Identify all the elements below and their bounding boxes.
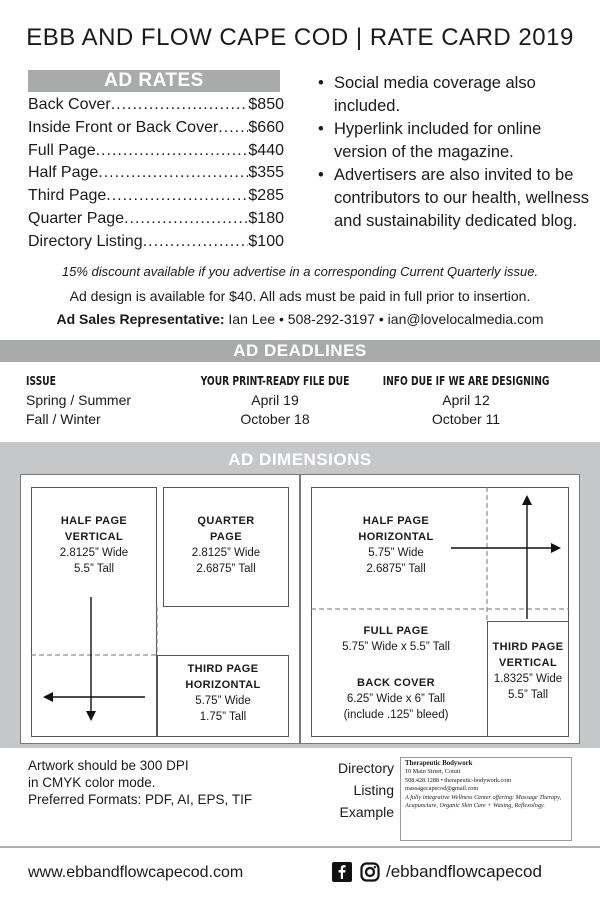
ad-width: 5.75” Wide: [195, 695, 251, 707]
rate-row: [28, 119, 284, 142]
right-page-guides: [301, 475, 581, 745]
leader-dots: [124, 210, 248, 228]
right-page-diagram: [300, 474, 580, 744]
rate-row: [28, 164, 284, 187]
ad-title: VERTICAL: [498, 657, 558, 669]
rate-label: Third Page: [28, 187, 107, 205]
sales-rep-label: Ad Sales Representative:: [56, 311, 225, 327]
leader-dots: [98, 164, 248, 182]
table-cell: April 12: [442, 392, 490, 408]
rate-price: $355: [248, 164, 284, 182]
rate-label: Directory Listing: [28, 232, 143, 250]
rate-row: [28, 96, 284, 119]
rate-row: [28, 187, 284, 210]
leader-dots: [96, 142, 249, 160]
table-cell: April 19: [251, 392, 299, 408]
rate-row: [28, 210, 284, 233]
bullet-text: Social media coverage also included.: [334, 74, 536, 115]
listing-address: 10 Main Street, Cotuit: [405, 768, 461, 776]
list-item: [318, 72, 594, 118]
rate-price: $285: [248, 187, 284, 205]
ad-dimensions-heading: AD DIMENSIONS: [228, 450, 372, 469]
ad-height: 2.6875” Tall: [366, 563, 426, 575]
design-note: Ad design is available for $40. All ads must be paid in full prior to insertion.: [69, 288, 531, 304]
rate-label: Back Cover: [28, 96, 111, 113]
rate-label: Inside Front or Back Cover: [28, 118, 219, 136]
sales-rep: [0, 311, 600, 327]
leader-dots: [111, 96, 249, 114]
right-arrow-icon: [551, 543, 561, 553]
facebook-icon[interactable]: [332, 862, 352, 882]
left-page-guides: [21, 475, 301, 745]
directory-label-line: Directory: [337, 760, 394, 776]
directory-label-line: Listing: [353, 782, 394, 798]
print-due-column: [182, 372, 368, 429]
artwork-line: Artwork should be 300 DPI: [28, 758, 189, 773]
ad-title: BACK COVER: [357, 677, 435, 689]
issue-column: [26, 372, 136, 429]
bullet-text: Advertisers are also invited to be contributors to our health, wellness and sustainability dedicated blog.: [334, 166, 589, 230]
ad-title: HORIZONTAL: [358, 531, 434, 543]
social-handle[interactable]: /ebbandflowcapecod: [386, 862, 542, 881]
list-item: [318, 164, 594, 233]
bullet-icon: •: [318, 120, 324, 138]
leader-dots: [218, 119, 248, 137]
artwork-line: Preferred Formats: PDF, AI, EPS, TIF: [28, 792, 253, 807]
page-title: EBB AND FLOW CAPE COD | RATE CARD 2019: [26, 24, 574, 51]
table-cell: Spring / Summer: [26, 392, 132, 408]
directory-label-line: Example: [339, 804, 394, 820]
down-arrow-icon: [86, 711, 96, 721]
ad-title: QUARTER: [197, 515, 255, 527]
rate-label: Quarter Page: [28, 209, 125, 227]
up-arrow-icon: [522, 495, 532, 505]
ad-title: VERTICAL: [64, 531, 124, 543]
instagram-icon[interactable]: [360, 862, 380, 882]
artwork-line: in CMYK color mode.: [28, 775, 156, 790]
info-due-column: [368, 372, 564, 429]
ad-width: 2.8125” Wide: [191, 547, 261, 559]
table-cell: October 11: [431, 411, 501, 427]
rate-label: Half Page: [28, 164, 99, 182]
rate-row: [28, 142, 284, 165]
ad-title: THIRD PAGE: [187, 663, 259, 675]
ad-title: HALF PAGE: [60, 515, 128, 527]
left-arrow-icon: [43, 692, 53, 702]
bullet-text: Hyperlink included for online version of the magazine.: [334, 120, 542, 161]
column-header: INFO DUE IF WE ARE DESIGNING: [382, 374, 550, 388]
ad-title: THIRD PAGE: [492, 641, 564, 653]
ad-rates-list: [28, 96, 284, 256]
ad-height: 2.6875” Tall: [196, 563, 256, 575]
discount-note: 15% discount available if you advertise in a corresponding Current Quarterly issue.: [61, 264, 539, 279]
benefits-list: [318, 72, 594, 233]
bullet-icon: •: [318, 166, 324, 184]
leader-dots: [143, 233, 249, 251]
table-cell: October 18: [240, 411, 310, 427]
leader-dots: [106, 187, 248, 205]
directory-label: [318, 757, 394, 823]
ad-width: 2.8125” Wide: [59, 547, 129, 559]
ad-title: FULL PAGE: [363, 625, 429, 637]
website-link[interactable]: www.ebbandflowcapecod.com: [28, 864, 244, 881]
ad-note: (include .125” bleed): [343, 709, 449, 721]
rate-label: Full Page: [28, 141, 96, 159]
listing-name: Therapeutic Bodywork: [405, 760, 473, 767]
rate-price: $440: [248, 141, 284, 159]
ad-height: 5.5” Tall: [73, 563, 115, 575]
ad-deadlines-heading: AD DEADLINES: [0, 340, 600, 362]
ad-size: 6.25” Wide x 6” Tall: [346, 693, 446, 705]
rate-price: $850: [248, 96, 284, 113]
sales-rep-info: Ian Lee • 508-292-3197 • ian@lovelocalmedia.com: [224, 311, 544, 327]
left-page-diagram: [20, 474, 300, 744]
rate-price: $180: [248, 209, 284, 227]
ad-title: PAGE: [210, 531, 242, 543]
listing-description: A fully integrative Wellness Center offering: Massage Therapy, Acupuncture, Organic Skin Care + Waxing, Reflexology.: [405, 793, 562, 810]
ad-size: 5.75” Wide x 5.5” Tall: [342, 641, 450, 653]
bullet-icon: •: [318, 74, 324, 92]
social-links: [332, 862, 542, 882]
column-header: YOUR PRINT-READY FILE DUE: [200, 374, 350, 388]
ad-width: 1.8325” Wide: [493, 673, 563, 685]
ad-width: 5.75” Wide: [368, 547, 424, 559]
footer-divider: [0, 846, 600, 848]
listing-email: massagecapecod@gmail.com: [405, 785, 479, 793]
ad-title: HALF PAGE: [362, 515, 430, 527]
list-item: [318, 118, 594, 164]
ad-title: HORIZONTAL: [185, 679, 261, 691]
ad-rates-heading: AD RATES: [28, 70, 280, 92]
ad-height: 5.5” Tall: [507, 689, 549, 701]
table-cell: Fall / Winter: [26, 411, 101, 427]
rate-price: $660: [248, 118, 284, 136]
directory-listing-example: [400, 757, 572, 841]
rate-price: $100: [248, 232, 284, 250]
ad-height: 1.75” Tall: [199, 711, 247, 723]
artwork-requirements: [28, 757, 252, 808]
rate-row: [28, 233, 284, 256]
listing-contact: 508.428.1288 • therapeutic-bodywork.com: [405, 776, 512, 784]
column-header: ISSUE: [26, 374, 56, 388]
